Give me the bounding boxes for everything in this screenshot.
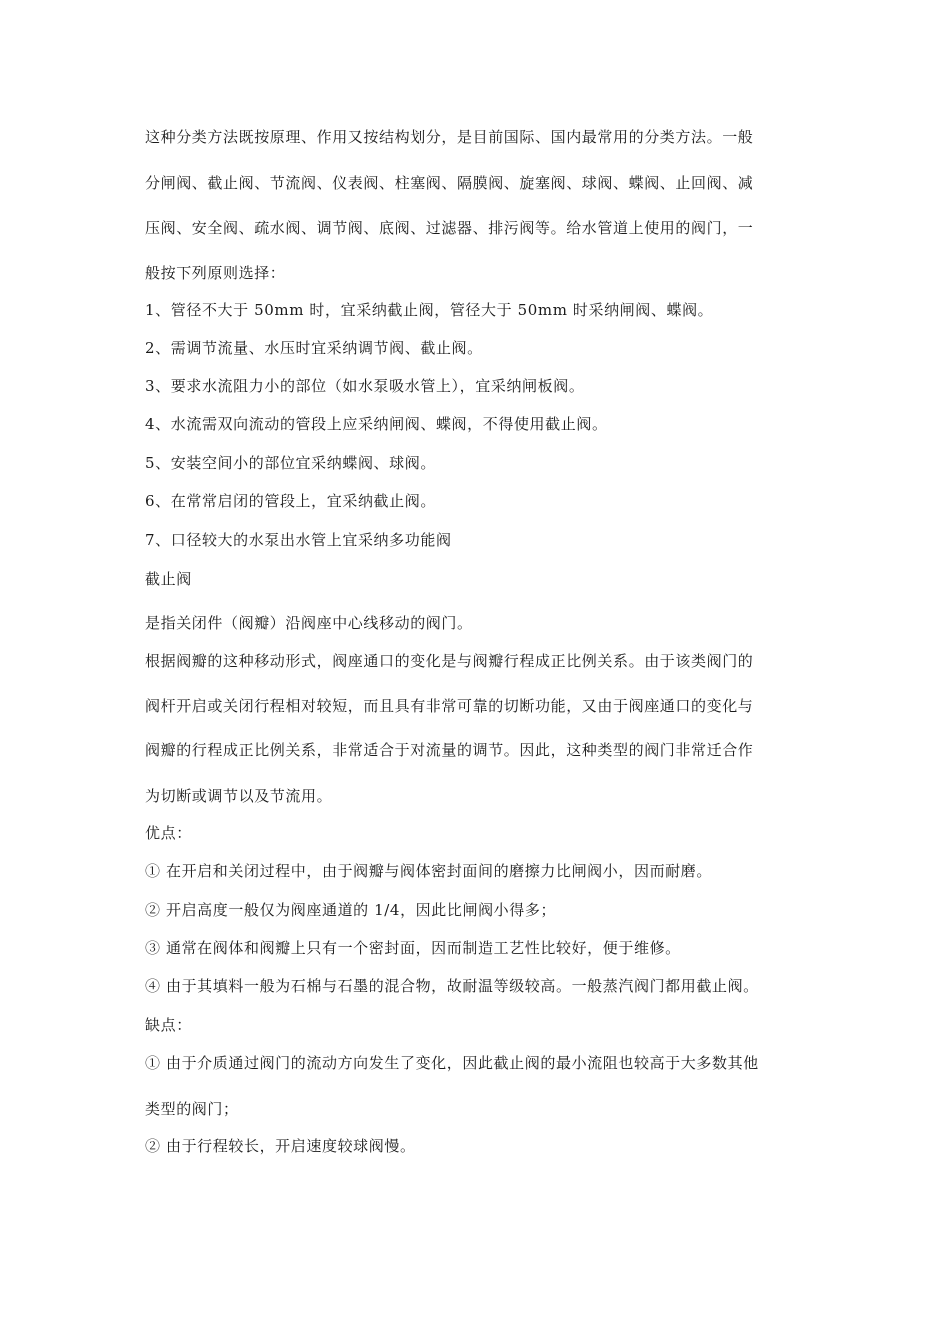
rule-item-3: 3、要求水流阻力小的部位（如水泵吸水管上），宜采纳闸板阀。 bbox=[145, 377, 585, 395]
rule-item-2: 2、需调节流量、水压时宜采纳调节阀、截止阀。 bbox=[145, 339, 483, 357]
section-desc-line-4: 为切断或调节以及节流用。 bbox=[145, 787, 333, 805]
rule-item-7: 7、口径较大的水泵出水管上宜采纳多功能阀 bbox=[145, 531, 452, 549]
rule-item-1: 1、管径不大于 50mm 时，宜采纳截止阀，管径大于 50mm 时采纳闸阀、蝶阀。 bbox=[145, 301, 714, 319]
rule-item-4: 4、水流需双向流动的管段上应采纳闸阀、蝶阀，不得使用截止阀。 bbox=[145, 415, 608, 433]
section-definition: 是指关闭件（阀瓣）沿阀座中心线移动的阀门。 bbox=[145, 614, 473, 632]
disadvantage-item-1-line-2: 类型的阀门； bbox=[145, 1100, 239, 1118]
section-desc-line-1: 根据阀瓣的这种移动形式，阀座通口的变化是与阀瓣行程成正比例关系。由于该类阀门的 bbox=[145, 652, 754, 670]
advantages-heading: 优点： bbox=[145, 824, 192, 842]
intro-line-1: 这种分类方法既按原理、作用又按结构划分，是目前国际、国内最常用的分类方法。一般 bbox=[145, 128, 754, 146]
advantage-item-4: ④ 由于其填料一般为石棉与石墨的混合物，故耐温等级较高。一般蒸汽阀门都用截止阀。 bbox=[145, 977, 759, 995]
disadvantage-item-2: ② 由于行程较长，开启速度较球阀慢。 bbox=[145, 1137, 416, 1155]
section-desc-line-2: 阀杆开启或关闭行程相对较短，而且具有非常可靠的切断功能，又由于阀座通口的变化与 bbox=[145, 697, 754, 715]
intro-line-3: 压阀、安全阀、疏水阀、调节阀、底阀、过滤器、排污阀等。给水管道上使用的阀门，一 bbox=[145, 219, 754, 237]
section-desc-line-3: 阀瓣的行程成正比例关系，非常适合于对流量的调节。因此，这种类型的阀门非常迁合作 bbox=[145, 741, 754, 759]
intro-line-2: 分闸阀、截止阀、节流阀、仪表阀、柱塞阀、隔膜阀、旋塞阀、球阀、蝶阀、止回阀、减 bbox=[145, 174, 754, 192]
advantage-item-1: ① 在开启和关闭过程中，由于阀瓣与阀体密封面间的磨擦力比闸阀小，因而耐磨。 bbox=[145, 862, 712, 880]
intro-line-4: 般按下列原则选择： bbox=[145, 264, 286, 282]
disadvantage-item-1-line-1: ① 由于介质通过阀门的流动方向发生了变化，因此截止阀的最小流阻也较高于大多数其他 bbox=[145, 1054, 759, 1072]
disadvantages-heading: 缺点： bbox=[145, 1016, 192, 1034]
advantage-item-3: ③ 通常在阀体和阀瓣上只有一个密封面，因而制造工艺性比较好，便于维修。 bbox=[145, 939, 681, 957]
section-heading: 截止阀 bbox=[145, 570, 192, 588]
advantage-item-2: ② 开启高度一般仅为阀座通道的 1/4，因此比闸阀小得多； bbox=[145, 901, 557, 919]
rule-item-6: 6、在常常启闭的管段上，宜采纳截止阀。 bbox=[145, 492, 436, 510]
rule-item-5: 5、安装空间小的部位宜采纳蝶阀、球阀。 bbox=[145, 454, 436, 472]
